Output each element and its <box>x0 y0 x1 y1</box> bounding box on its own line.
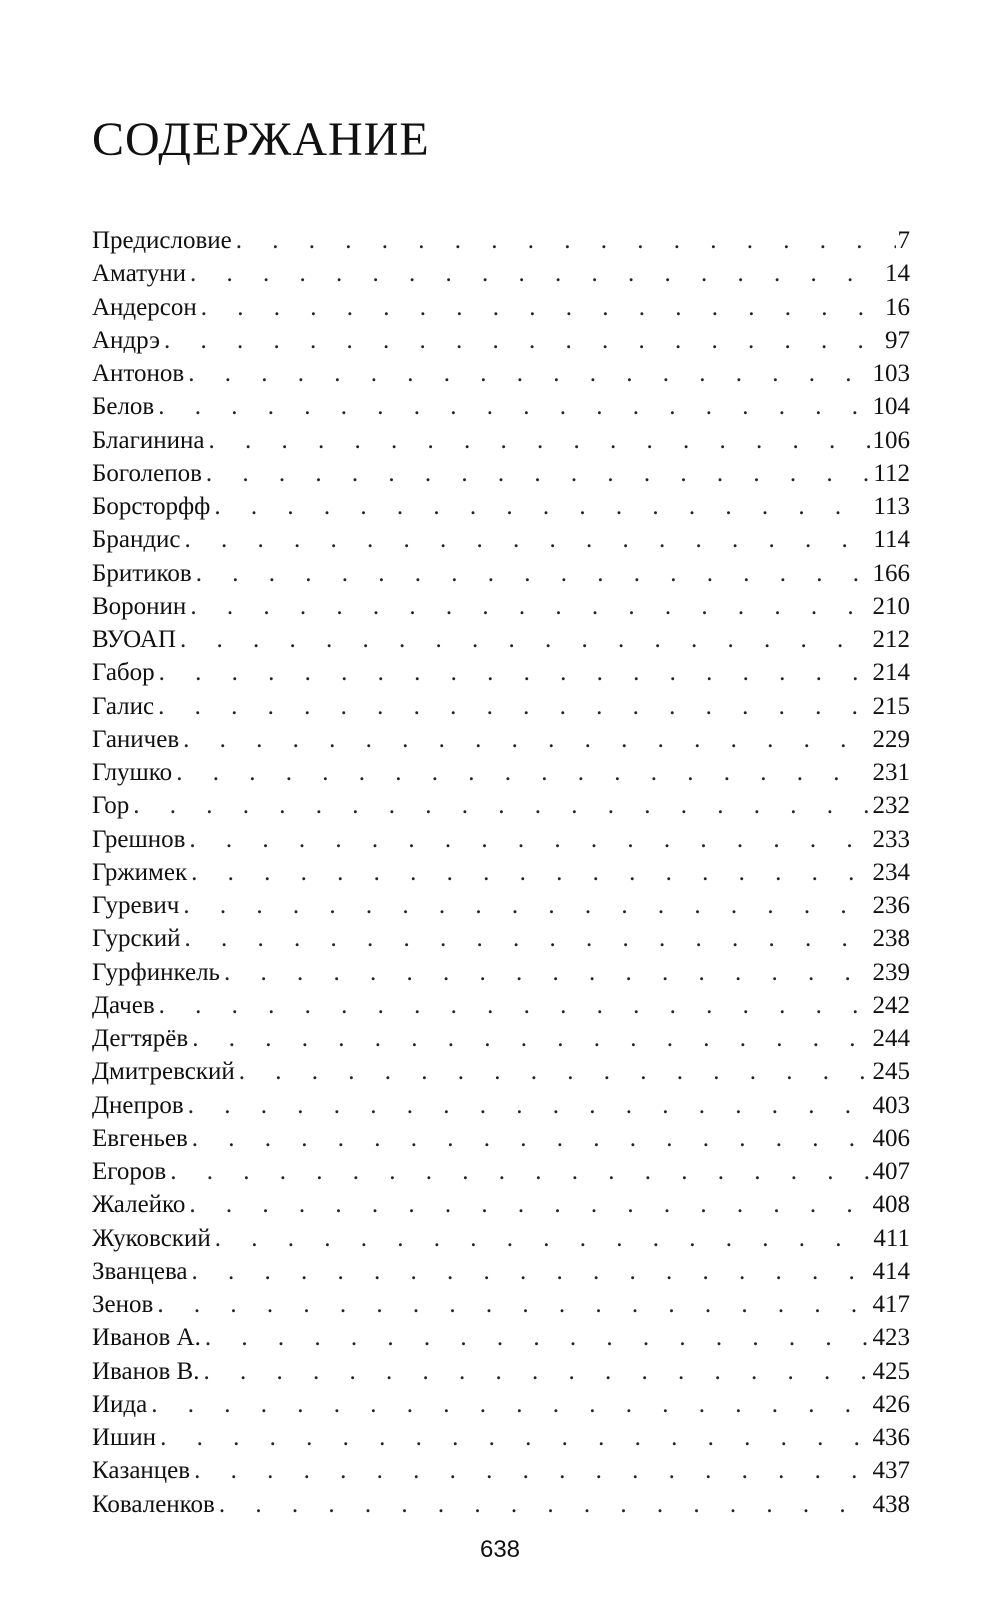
dot-leader <box>196 557 871 590</box>
toc-entry <box>92 1421 910 1454</box>
toc-entry-page: 229 <box>872 725 910 753</box>
dot-leader <box>158 390 870 423</box>
toc-entry-page: 114 <box>873 526 910 554</box>
toc-entry-title: Евгеньев <box>92 1124 188 1152</box>
toc-entry-title: Гурский <box>92 925 181 953</box>
dot-leader <box>208 424 870 457</box>
dot-leader <box>192 1255 871 1288</box>
dot-leader <box>192 1022 870 1055</box>
page-title: СОДЕРЖАНИЕ <box>92 113 430 166</box>
toc-entry-title: Дачев <box>92 991 155 1019</box>
toc-entry-title: Днепров <box>92 1091 184 1119</box>
toc-entry-title: Белов <box>92 393 155 421</box>
dot-leader <box>133 789 870 822</box>
dot-leader <box>188 1089 871 1122</box>
toc-entry-title: Грешнов <box>92 825 186 853</box>
toc-entry <box>92 889 910 922</box>
table-of-contents <box>92 224 910 1521</box>
toc-entry <box>92 1454 910 1487</box>
toc-entry <box>92 257 910 290</box>
toc-entry-title: Дегтярёв <box>92 1025 189 1052</box>
toc-entry <box>92 1321 910 1354</box>
dot-leader <box>183 723 870 756</box>
toc-entry <box>92 956 910 989</box>
dot-leader <box>201 291 883 324</box>
toc-entry-title: Андрэ <box>92 326 161 354</box>
toc-entry <box>92 590 910 623</box>
toc-entry <box>92 324 910 357</box>
toc-entry-page: 112 <box>873 459 910 487</box>
dot-leader <box>203 1355 870 1388</box>
dot-leader <box>159 989 871 1022</box>
toc-entry-page: 210 <box>872 592 910 620</box>
toc-entry-page: 245 <box>872 1058 910 1086</box>
toc-entry-page: 113 <box>873 493 910 520</box>
toc-entry-title: Гуревич <box>92 892 180 919</box>
toc-entry-page: 406 <box>872 1124 910 1152</box>
dot-leader <box>185 523 872 556</box>
toc-entry-page: 414 <box>872 1257 910 1285</box>
toc-entry-title: Галис <box>92 692 155 720</box>
toc-entry-page: 438 <box>872 1490 910 1518</box>
toc-entry-page: 244 <box>872 1025 910 1052</box>
toc-entry-title: Гржимек <box>92 858 188 886</box>
toc-entry-page: 238 <box>872 925 910 953</box>
toc-entry-page: 234 <box>872 858 910 886</box>
toc-entry <box>92 823 910 856</box>
toc-entry <box>92 656 910 689</box>
dot-leader <box>151 1388 870 1421</box>
dot-leader <box>157 1288 870 1321</box>
toc-entry-title: Антонов <box>92 360 185 387</box>
dot-leader <box>176 756 870 789</box>
dot-leader <box>188 357 870 390</box>
toc-entry-page: 239 <box>872 958 910 986</box>
dot-leader <box>239 1055 871 1088</box>
toc-entry-page: 16 <box>885 293 910 321</box>
toc-entry <box>92 1022 910 1055</box>
dot-leader <box>158 690 870 723</box>
toc-entry-title: Брандис <box>92 526 181 554</box>
toc-entry-title: Габор <box>92 659 155 687</box>
toc-entry-page: 166 <box>872 559 910 587</box>
dot-leader <box>194 1454 870 1487</box>
toc-entry-title: Гор <box>92 792 130 820</box>
toc-entry <box>92 457 910 490</box>
toc-entry-page: 232 <box>872 792 910 820</box>
toc-entry <box>92 723 910 756</box>
toc-entry-title: Ганичев <box>92 725 180 753</box>
dot-leader <box>215 1222 872 1255</box>
toc-entry-title: Иида <box>92 1390 148 1418</box>
toc-entry-title: Ишин <box>92 1424 157 1451</box>
toc-entry-page: 407 <box>872 1158 910 1185</box>
toc-entry <box>92 1255 910 1288</box>
toc-entry-page: 408 <box>872 1191 910 1219</box>
toc-entry-page: 425 <box>872 1357 910 1385</box>
toc-entry-title: Казанцев <box>92 1457 191 1485</box>
toc-entry <box>92 1488 910 1521</box>
toc-entry-page: 214 <box>872 659 910 687</box>
dot-leader <box>190 257 883 290</box>
toc-entry-title: Зенов <box>92 1291 154 1318</box>
dot-leader <box>189 823 870 856</box>
toc-entry-title: Предисловие <box>92 227 232 254</box>
toc-entry <box>92 623 910 656</box>
page-number: 638 <box>479 1536 521 1563</box>
toc-entry-page: 231 <box>872 759 910 786</box>
toc-entry-page: 242 <box>872 991 910 1019</box>
toc-entry-title: Иванов А. <box>92 1324 201 1352</box>
dot-leader <box>236 224 896 257</box>
toc-entry-title: Аматуни <box>92 260 187 288</box>
toc-entry-page: 411 <box>873 1224 910 1252</box>
toc-entry-page: 7 <box>897 227 910 254</box>
toc-entry-title: Коваленков <box>92 1490 215 1518</box>
toc-entry <box>92 690 910 723</box>
toc-entry-title: Андерсон <box>92 293 197 321</box>
toc-entry-title: Воронин <box>92 592 187 620</box>
dot-leader <box>180 623 870 656</box>
toc-entry <box>92 291 910 324</box>
toc-entry-title: Званцева <box>92 1257 188 1285</box>
toc-entry <box>92 1122 910 1155</box>
toc-entry <box>92 390 910 423</box>
toc-entry-page: 236 <box>872 892 910 919</box>
dot-leader <box>170 1155 870 1188</box>
toc-entry-title: Боголепов <box>92 459 202 487</box>
toc-entry-page: 106 <box>872 426 910 454</box>
toc-entry <box>92 1055 910 1088</box>
toc-entry <box>92 357 910 390</box>
dot-leader <box>185 922 871 955</box>
toc-entry <box>92 1355 910 1388</box>
toc-entry <box>92 1288 910 1321</box>
toc-entry <box>92 1388 910 1421</box>
dot-leader <box>214 490 871 523</box>
dot-leader <box>192 1122 871 1155</box>
toc-entry-page: 436 <box>872 1424 910 1451</box>
toc-entry-title: Дмитревский <box>92 1058 235 1086</box>
dot-leader <box>189 1188 870 1221</box>
toc-entry-title: Борсторфф <box>92 493 211 520</box>
toc-entry-title: Егоров <box>92 1158 167 1185</box>
toc-entry-page: 104 <box>872 393 910 421</box>
toc-entry <box>92 856 910 889</box>
toc-entry <box>92 1089 910 1122</box>
toc-entry-title: Жалейко <box>92 1191 186 1219</box>
toc-entry-title: Жуковский <box>92 1224 211 1252</box>
dot-leader <box>160 1421 870 1454</box>
toc-entry-page: 103 <box>872 360 910 387</box>
toc-entry-page: 215 <box>872 692 910 720</box>
toc-entry-page: 212 <box>872 626 910 653</box>
dot-leader <box>190 590 870 623</box>
dot-leader <box>219 1488 871 1521</box>
toc-entry-title: Гурфинкель <box>92 958 220 986</box>
toc-entry <box>92 1155 910 1188</box>
toc-entry-page: 426 <box>872 1390 910 1418</box>
toc-entry-page: 417 <box>872 1291 910 1318</box>
dot-leader <box>191 856 870 889</box>
toc-entry-title: Иванов В. <box>92 1357 200 1385</box>
toc-entry <box>92 490 910 523</box>
dot-leader <box>224 956 871 989</box>
toc-entry-title: Благинина <box>92 426 205 454</box>
toc-entry-title: ВУОАП <box>92 626 177 653</box>
toc-entry <box>92 224 910 257</box>
toc-entry <box>92 523 910 556</box>
dot-leader <box>159 656 871 689</box>
toc-entry <box>92 789 910 822</box>
toc-entry-page: 97 <box>885 326 910 354</box>
toc-entry <box>92 1188 910 1221</box>
dot-leader <box>183 889 870 922</box>
toc-entry-page: 233 <box>872 825 910 853</box>
toc-entry <box>92 424 910 457</box>
dot-leader <box>164 324 883 357</box>
toc-entry <box>92 989 910 1022</box>
toc-entry <box>92 756 910 789</box>
toc-entry <box>92 557 910 590</box>
toc-entry-page: 423 <box>872 1324 910 1352</box>
dot-leader <box>205 1321 871 1354</box>
toc-entry <box>92 922 910 955</box>
toc-entry <box>92 1222 910 1255</box>
toc-entry-title: Глушко <box>92 759 173 786</box>
toc-entry-page: 14 <box>885 260 910 288</box>
toc-entry-page: 437 <box>872 1457 910 1485</box>
dot-leader <box>206 457 872 490</box>
toc-entry-page: 403 <box>872 1091 910 1119</box>
toc-entry-title: Бритиков <box>92 559 192 587</box>
